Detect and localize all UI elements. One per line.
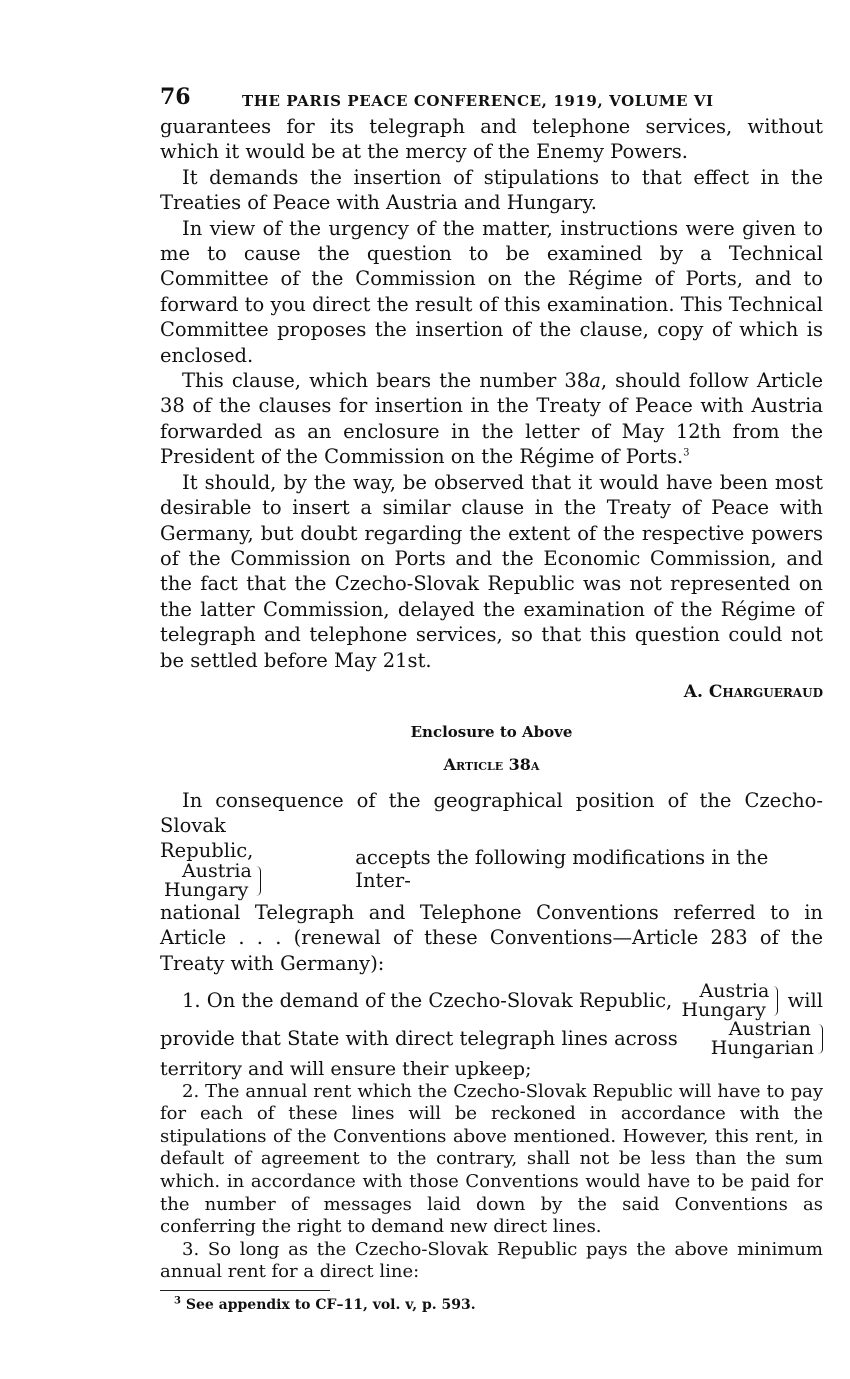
- article-intro-line2: [160, 839, 823, 900]
- item1-line1: [160, 979, 823, 1021]
- item1-line2: [160, 1017, 823, 1059]
- intro-accepts: accepts the following modifications in the Inter-: [355, 846, 769, 893]
- page-header: [160, 84, 823, 114]
- footnote: [160, 1297, 823, 1313]
- austria-hungary-options: [164, 859, 261, 901]
- option-austria-2: Austria: [699, 979, 770, 1002]
- item1-will: will: [787, 989, 823, 1013]
- option-hungary-2: Hungary: [681, 998, 766, 1021]
- item1-provide: provide that State with direct telegraph lines across: [160, 1027, 678, 1051]
- item3: 3. So long as the Czecho-Slovak Republic pays the above minimum annual rent for a direct line:: [160, 1238, 823, 1283]
- footnote-divider: [160, 1290, 330, 1291]
- option-hungary: Hungary: [164, 878, 249, 901]
- territory-options: [710, 1017, 823, 1059]
- option-austrian: Austrian: [728, 1017, 811, 1040]
- footnote-marker: 3: [174, 1295, 181, 1307]
- clause-text-a: This clause, which bears the number 38: [182, 369, 590, 393]
- paragraph-urgency: In view of the urgency of the matter, instructions were given to me to cause the question to be examined by a Technical Committee of the Commission on the Régime of Ports, and to forward to you direct the result of this examination. This Technical Committee proposes the insertion of the clause, copy of which is enclosed.: [160, 216, 823, 367]
- paragraph-demand: It demands the insertion of stipulations to that effect in the Treaties of Peace with Austria and Hungary.: [160, 165, 823, 215]
- item1-start: 1. On the demand of the Czecho-Slovak Republic,: [182, 989, 673, 1013]
- item1-options: [681, 979, 778, 1021]
- footnote-text: See appendix to CF–11, vol. v, p. 593.: [185, 1296, 476, 1313]
- page-number: 76: [160, 84, 191, 110]
- paragraph-observation: It should, by the way, be observed that it would have been most desirable to insert a similar clause in the Treaty of Peace with Germany, but doubt regarding the extent of the respective powers of the Commission on Ports and the Economic Commission, and the fact that the Czecho-Slovak Republic was not represented on the latter Commission, delayed the examination of the Régime of telegraph and telephone services, so that this question could not be settled before May 21st.: [160, 470, 823, 672]
- article-intro-line1: In consequence of the geographical position of the Czecho-Slovak: [160, 788, 823, 838]
- option-hungarian: Hungarian: [710, 1036, 814, 1059]
- article-intro-rest: national Telegraph and Telephone Conventions referred to in Article . . . (renewal of these Conventions—Article 283 of the Treaty with Germany):: [160, 900, 823, 975]
- enclosure-heading: Enclosure to Above: [410, 722, 573, 741]
- footnote-reference: 3: [683, 447, 690, 459]
- option-austria: Austria: [182, 859, 252, 882]
- signature: [160, 677, 823, 707]
- running-title: THE PARIS PEACE CONFERENCE, 1919, VOLUME VI: [242, 92, 714, 110]
- item1-end: territory and will ensure their upkeep;: [160, 1057, 532, 1080]
- item2: 2. The annual rent which the Czecho-Slovak Republic will have to pay for each of these lines will be reckoned in accordance with the stipulations of the Conventions above mentioned. However, this rent, in default of agreement to the contrary, shall not be less than the sum which. in accordance with those Conventions would have to be paid for the number of messages laid down by the said Conventions as conferring the right to demand new direct lines.: [160, 1080, 823, 1238]
- paragraph-clause: [160, 368, 823, 470]
- document-page: [160, 84, 823, 1313]
- paragraph-continuation: guarantees for its telegraph and telephone services, without which it would be at the mercy of the Enemy Powers.: [160, 115, 823, 164]
- article-heading: Article 38a: [443, 754, 540, 774]
- signature-name: A. Chargueraud: [683, 681, 823, 702]
- clause-text-b: , should follow Article 38 of the clauses for insertion in the Treaty of Peace with Austria forwarded as an enclosure in the letter of May 12th from the President of the Commission on the Régime of Ports.: [160, 369, 823, 469]
- clause-number-suffix: a: [589, 369, 601, 393]
- intro-republic: Republic, Austria Hungary: [160, 839, 355, 900]
